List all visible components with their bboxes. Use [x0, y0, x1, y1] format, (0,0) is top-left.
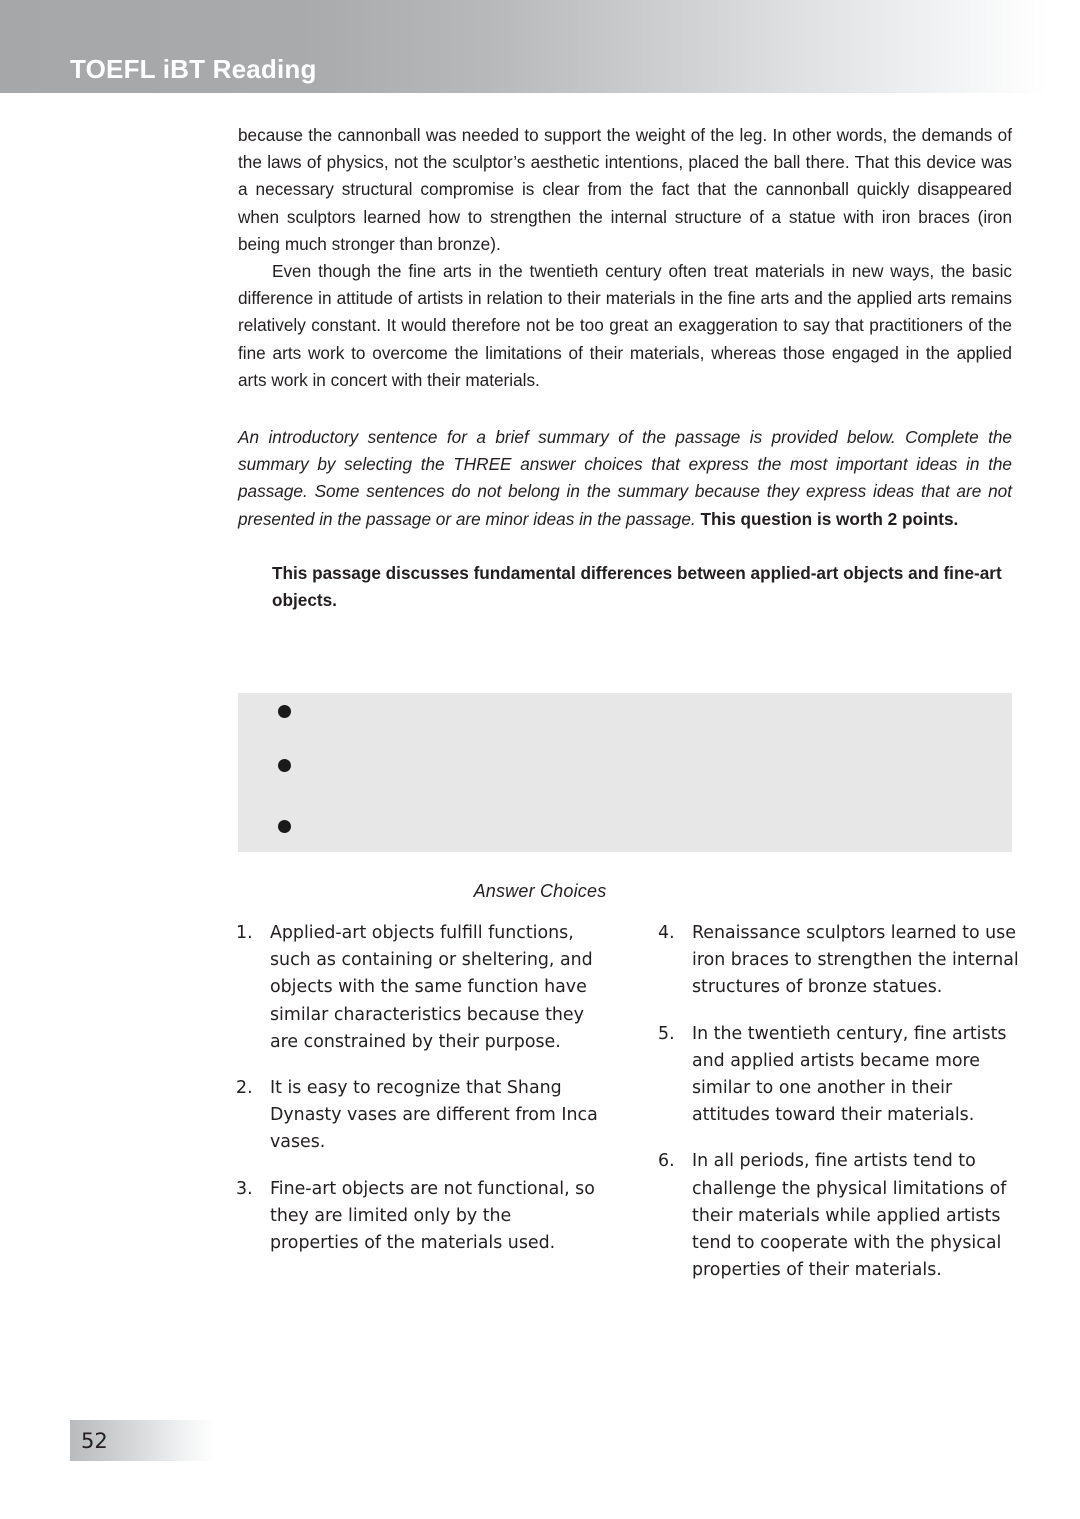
answer-choice-3[interactable] — [236, 1176, 604, 1258]
answer-choice-text: Fine-art objects are not functional, so they are limited only by the properties of the materials used. — [270, 1178, 595, 1254]
passage-paragraph-1: because the cannonball was needed to support the weight of the leg. In other words, the demands of the laws of physics, not the sculptor’s aesthetic intentions, placed the ball there. That this device was a necessary structural compromise is clear from the fact that the cannonball quickly disappeared when sculptors learned how to strengthen the internal structure of a statue with iron braces (iron being much stronger than bronze). — [238, 125, 1012, 254]
footer-page-number-box — [70, 1420, 215, 1461]
answer-choices-heading: Answer Choices — [473, 881, 607, 901]
page-header-banner — [0, 0, 1080, 93]
page-title: TOEFL iBT Reading — [70, 54, 317, 84]
answer-choice-4[interactable] — [658, 920, 1026, 1002]
answer-choice-number: 5. — [658, 1023, 675, 1044]
answer-choice-number: 6. — [658, 1151, 675, 1172]
answer-choices-grid — [236, 920, 1026, 1303]
answer-choice-text: Applied-art objects fulfill functions, such as containing or sheltering, and objects with the same function have similar characteristics because they are constrained by their purpose. — [270, 923, 593, 1052]
answer-choice-number: 1. — [236, 923, 253, 943]
question-instructions — [238, 424, 1012, 533]
answer-choice-text: It is easy to recognize that Shang Dynasty vases are different from Inca vases. — [270, 1078, 598, 1153]
content-spacer — [238, 394, 1012, 424]
question-instructions-italic: An introductory sentence for a brief summary of the passage is provided below. Complete the summary by selecting the THREE answer choices that express the most important ideas in the passage. Some sentences do not belong in the summary because they express ideas that are not presented in the passage or are minor ideas in the passage. — [238, 427, 1012, 529]
answer-choice-1[interactable] — [236, 920, 604, 1056]
answer-choice-6[interactable] — [658, 1148, 1026, 1284]
question-points-note: This question is worth 2 points. — [700, 508, 959, 529]
passage-content — [238, 122, 1012, 615]
answer-choice-number: 4. — [658, 923, 675, 943]
answer-choice-text: In all periods, fine artists tend to challenge the physical limitations of their materials while applied artists tend to cooperate with the physical properties of their materials. — [692, 1151, 1007, 1281]
answer-choices-column-right — [658, 920, 1026, 1303]
passage-paragraph-2: Even though the fine arts in the twentieth century often treat materials in new ways, the basic difference in attitude of artists in relation to their materials in the fine arts and the applied arts remains relatively constant. It would therefore not be too great an exaggeration to say that practitioners of the fine arts work to overcome the limitations of their materials, whereas those engaged in the applied arts work in concert with their materials. — [238, 261, 1012, 390]
answer-choice-number: 2. — [236, 1078, 253, 1099]
answer-choice-2[interactable] — [236, 1075, 604, 1157]
answer-choice-number: 3. — [236, 1178, 253, 1199]
summary-slot-bullet-2 — [278, 759, 291, 772]
summary-answer-box[interactable] — [238, 693, 1012, 852]
answer-choices-column-left — [236, 920, 604, 1303]
summary-stem: This passage discusses fundamental differences between applied-art objects and fine-art objects. — [272, 562, 1002, 611]
summary-slot-bullet-1 — [278, 705, 291, 718]
page-number: 52 — [81, 1429, 108, 1453]
summary-slot-bullet-3 — [278, 820, 291, 833]
content-spacer — [238, 533, 1012, 560]
answer-choice-text: In the twentieth century, fine artists and applied artists became more similar to one another in their attitudes toward their materials. — [692, 1023, 1007, 1126]
answer-choice-text: Renaissance sculptors learned to use iron braces to strengthen the internal structures of bronze statues. — [692, 923, 1019, 998]
answer-choice-5[interactable] — [658, 1021, 1026, 1130]
